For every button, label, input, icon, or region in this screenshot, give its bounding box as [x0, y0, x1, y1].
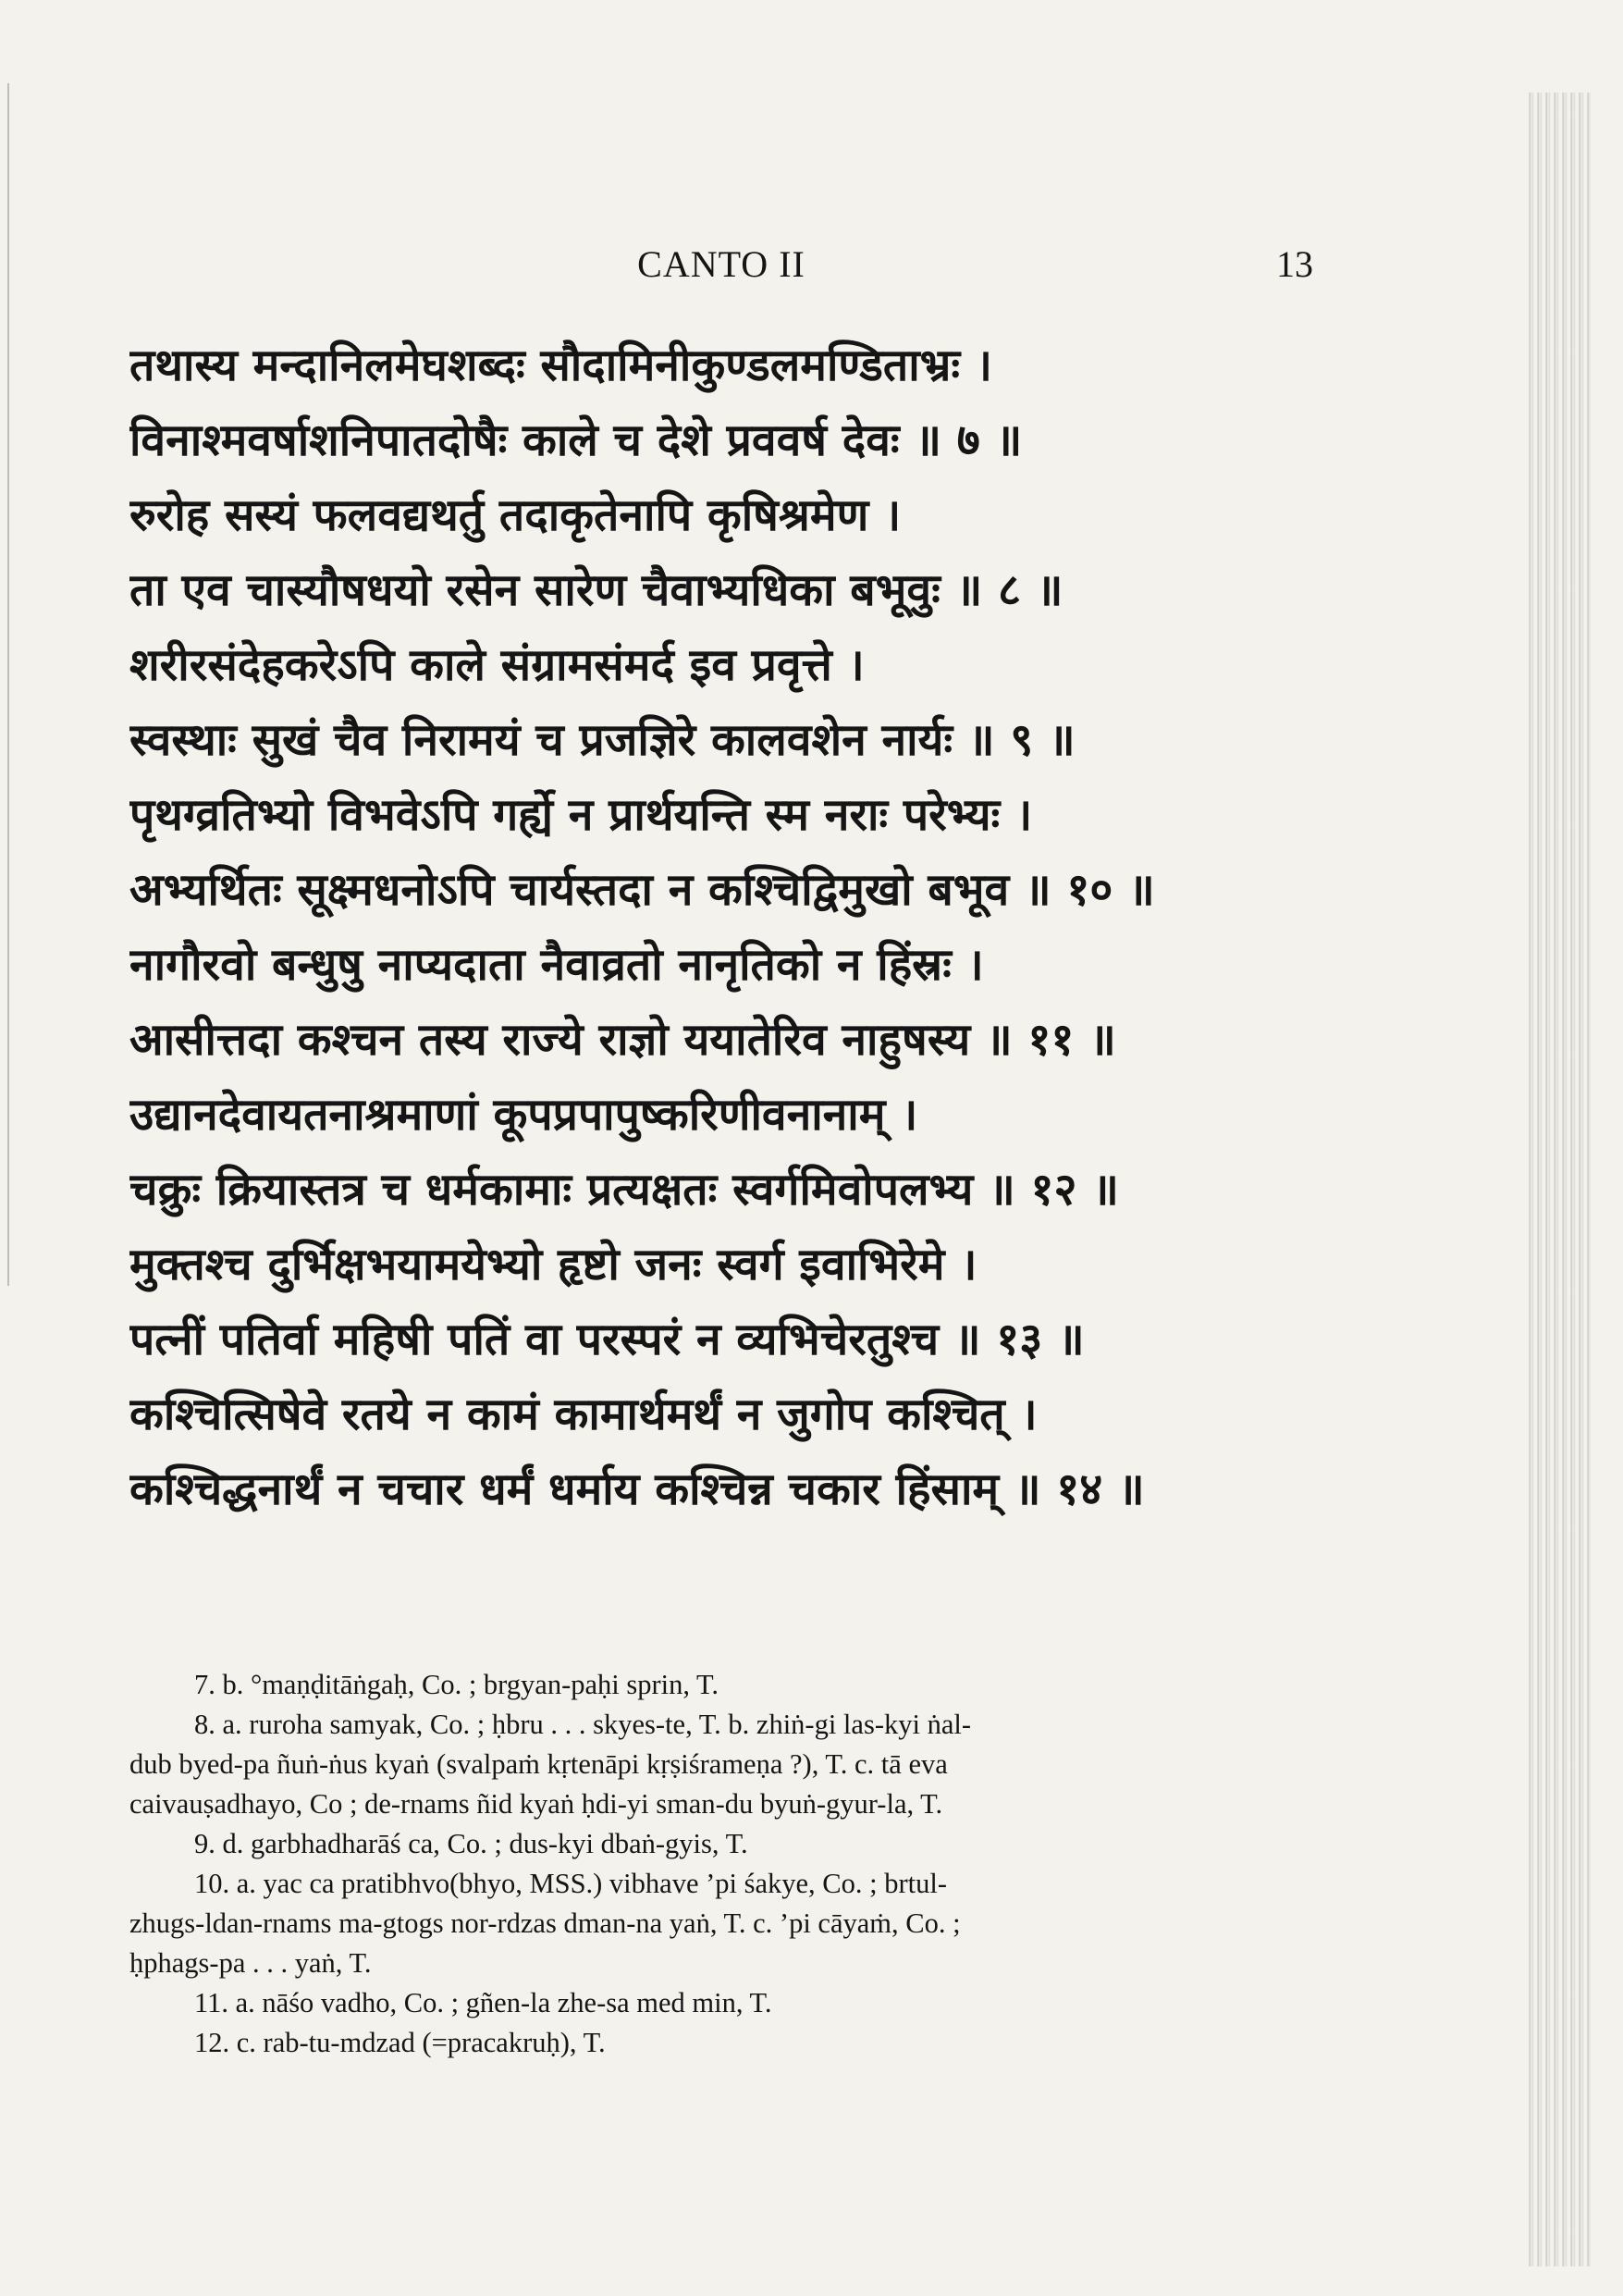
footnote-line: 9. d. garbhadharāś ca, Co. ; dus-kyi dbaṅ-gyis, T. — [194, 1828, 748, 1859]
verse-line: तथास्य मन्दानिलमेघशब्दः सौदामिनीकुण्डलमण्डिताभ्रः । — [129, 339, 992, 391]
footnote-line: 10. a. yac ca pratibhvo(bhyo, MSS.) vibhave ’pi śakye, Co. ; brtul- — [194, 1868, 948, 1899]
verse-line: पत्नीं पतिर्वा महिषी पतिं वा परस्परं न व्यभिचेरतुश्च ॥ १३ ॥ — [129, 1314, 1085, 1365]
page-margin-line — [7, 83, 9, 1286]
footnote-line: zhugs-ldan-rnams ma-gtogs nor-rdzas dman-na yaṅ, T. c. ’pi cāyaṁ, Co. ; — [129, 1907, 961, 1939]
verse-line: आसीत्तदा कश्चन तस्य राज्ये राज्ञो ययातेरिव नाहुषस्य ॥ ११ ॥ — [129, 1014, 1116, 1066]
footnote-line: 8. a. ruroha samyak, Co. ; ḥbru . . . skyes-te, T. b. zhiṅ-gi las-kyi ṅal- — [194, 1709, 971, 1740]
verse-line: मुक्तश्च दुर्भिक्षभयामयेभ्यो हृष्टो जनः स्वर्ग इवाभिरेमे । — [129, 1239, 977, 1290]
page-edge-texture — [1526, 93, 1591, 2266]
footnote-line: dub byed-pa ñuṅ-ṅus kyaṅ (svalpaṁ kṛtenāpi kṛṣiśrameṇa ?), T. c. tā eva — [129, 1748, 948, 1780]
verse-line: स्वस्थाः सुखं चैव निरामयं च प्रजज्ञिरे कालवशेन नार्यः ॥ ९ ॥ — [129, 714, 1076, 766]
verse-line: पृथग्व्रतिभ्यो विभवेऽपि गर्ह्ये न प्रार्थयन्ति स्म नराः परेभ्यः । — [129, 789, 1033, 841]
footnote-line: 12. c. rab-tu-mdzad (=pracakruḥ), T. — [194, 2027, 606, 2058]
verse-line: रुरोह सस्यं फलवद्यथर्तु तदाकृतेनापि कृषिश्रमेण । — [129, 489, 902, 541]
verse-line: चक्रुः क्रियास्तत्र च धर्मकामाः प्रत्यक्षतः स्वर्गमिवोपलभ्य ॥ १२ ॥ — [129, 1164, 1119, 1216]
footnotes — [129, 1665, 1332, 2063]
verse-line: विनाश्मवर्षाशनिपातदोषैः काले च देशे प्रववर्ष देवः ॥ ७ ॥ — [129, 414, 1023, 466]
footnote-line: 11. a. nāśo vadho, Co. ; gñen-la zhe-sa med min, T. — [194, 1987, 772, 2018]
verse-line: नागौरवो बन्धुषु नाप्यदाता नैवाव्रतो नानृतिको न हिंस्रः । — [129, 939, 984, 991]
footnote-line: caivauṣadhayo, Co ; de-rnams ñid kyaṅ ḥdi-yi sman-du byuṅ-gyur-la, T. — [129, 1788, 943, 1820]
verse-block — [129, 328, 1332, 1527]
footnote-line: ḥphags-pa . . . yaṅ, T. — [129, 1947, 372, 1979]
page-header — [129, 242, 1313, 298]
verse-line: शरीरसंदेहकरेऽपि काले संग्रामसंमर्द इव प्रवृत्ते । — [129, 639, 865, 691]
running-head: CANTO II — [637, 243, 805, 285]
footnote-line: 7. b. °maṇḍitāṅgaḥ, Co. ; brgyan-paḥi sprin, T. — [194, 1669, 719, 1700]
verse-line: ता एव चास्यौषधयो रसेन सारेण चैवाभ्यधिका बभूवुः ॥ ८ ॥ — [129, 564, 1064, 616]
verse-line: कश्चिद्धनार्थं न चचार धर्मं धर्माय कश्चिन्न चकार हिंसाम् ॥ १४ ॥ — [129, 1463, 1145, 1515]
page-number: 13 — [1276, 243, 1313, 285]
verse-line: उद्यानदेवायतनाश्रमाणां कूपप्रपापुष्करिणीवनानाम् । — [129, 1089, 918, 1141]
verse-line: कश्चित्सिषेवे रतये न कामं कामार्थमर्थं न जुगोप कश्चित् । — [129, 1389, 1038, 1440]
verse-line: अभ्यर्थितः सूक्ष्मधनोऽपि चार्यस्तदा न कश्चिद्विमुखो बभूव ॥ १० ॥ — [129, 864, 1155, 916]
